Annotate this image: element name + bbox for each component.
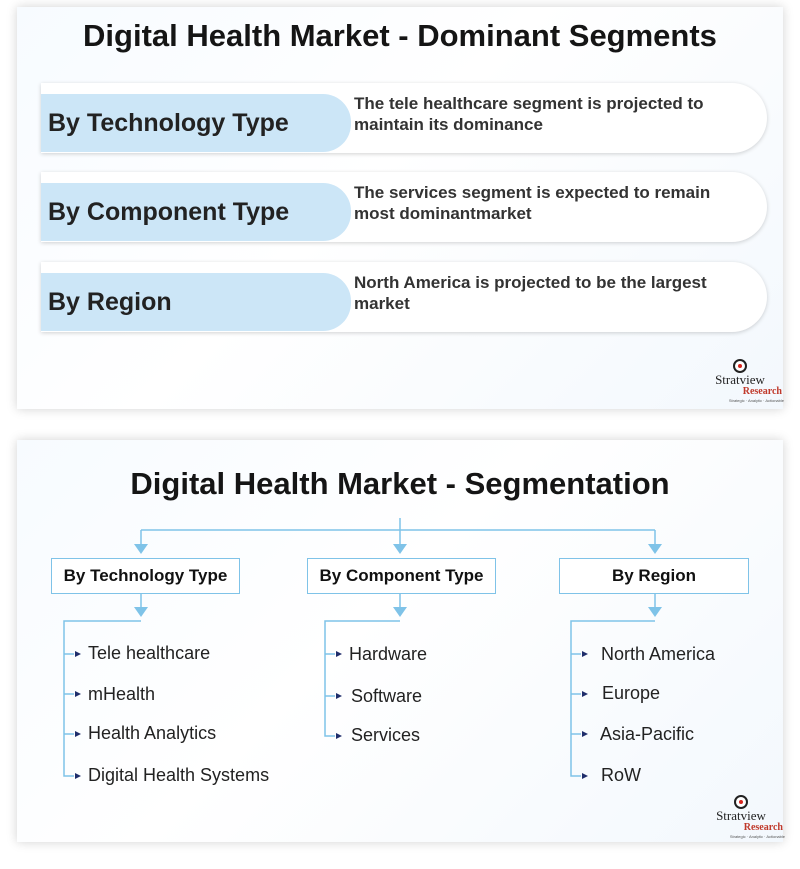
leaf-item: Health Analytics	[88, 723, 217, 743]
dominant-row-text: The tele healthcare segment is projected to maintain its dominance	[354, 94, 704, 134]
dominant-row-label: By Technology Type	[41, 94, 351, 152]
leaf-item: mHealth	[88, 684, 156, 704]
dominant-row-label: By Component Type	[41, 183, 351, 241]
dominant-row-text: The services segment is expected to remain most dominantmarket	[354, 183, 711, 223]
category-component-type: By Component Type	[307, 558, 496, 594]
category-technology-type: By Technology Type	[51, 558, 240, 594]
logo-tagline: Strategic · Analytic · Actionable	[729, 834, 785, 839]
logo-tagline: Strategic · Analytic · Actionable	[728, 398, 784, 403]
dominant-row-technology	[41, 83, 767, 153]
stratview-logo	[696, 359, 784, 407]
leaf-item: Asia-Pacific	[600, 724, 695, 744]
logo-sub: Research	[743, 822, 783, 833]
logo-sub: Research	[742, 386, 782, 397]
logo-name: Stratview	[715, 372, 765, 387]
leaf-item: RoW	[601, 765, 641, 785]
leaf-item: Hardware	[349, 644, 428, 664]
dominant-row-label: By Region	[41, 273, 351, 331]
target-icon	[734, 795, 748, 809]
segmentation-title: Digital Health Market - Segmentation	[130, 466, 670, 501]
dominant-row-component	[41, 172, 767, 242]
category-region: By Region	[559, 558, 749, 594]
dominant-row-text: North America is projected to be the largest market	[354, 273, 707, 313]
logo-name: Stratview	[716, 808, 766, 823]
segmentation-panel	[17, 440, 783, 842]
dominant-segments-panel	[17, 7, 783, 409]
leaf-item: North America	[601, 644, 716, 664]
leaf-item: Digital Health Systems	[88, 765, 270, 785]
leaf-item: Europe	[602, 683, 661, 703]
stratview-logo	[697, 795, 785, 843]
leaf-item: Software	[351, 686, 423, 706]
leaf-item: Tele healthcare	[88, 643, 211, 663]
dominant-segments-title: Digital Health Market - Dominant Segments	[83, 18, 717, 53]
leaf-item: Services	[351, 725, 421, 745]
target-icon	[733, 359, 747, 373]
dominant-row-region	[41, 262, 767, 332]
